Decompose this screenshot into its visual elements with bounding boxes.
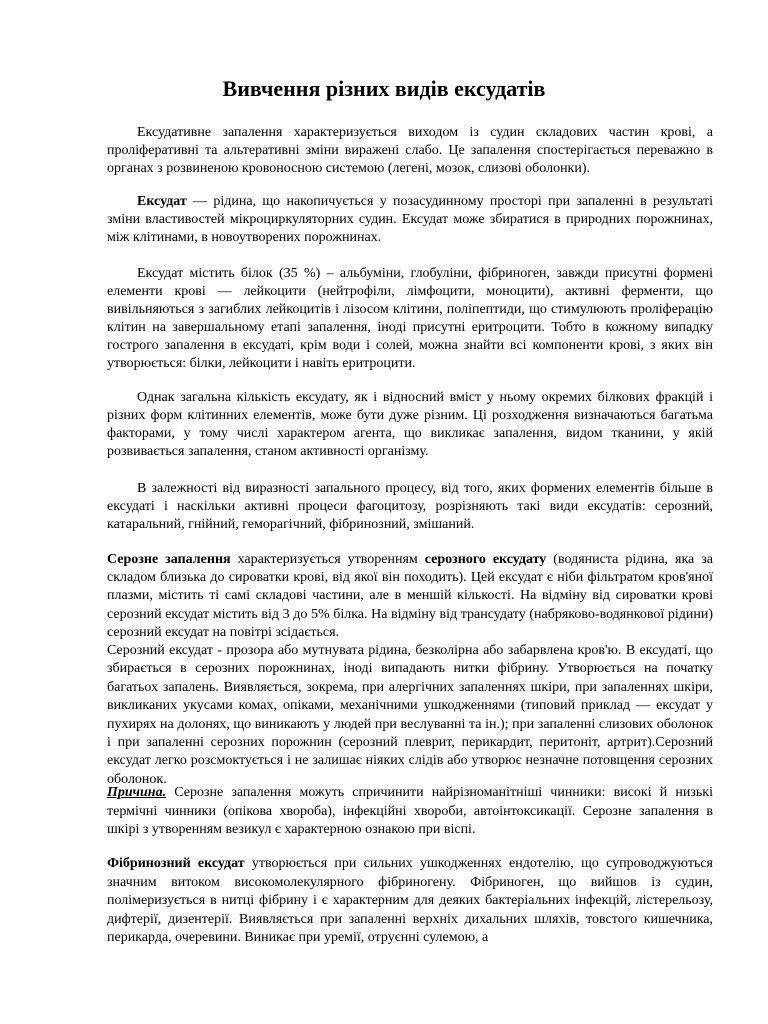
paragraph-exudate-definition — [107, 193, 713, 247]
term-serous-exudate: серозного ексудату — [424, 552, 547, 567]
term-cause — [107, 785, 166, 800]
paragraph-fibrinous-text: утворюється при сильних ушкодженнях ендотелію, що супроводжуються значним витоком високомолекулярного фібриногену. Фібриноген, що вийшов із судин, полімеризується в нитці фібрину і є характерним для деяких бактеріальних інфекцій, лістерельозу, дифтерії, дизентерії. Виявляється при запаленні верхніх дихальних шляхів, товстого кишечника, перикарда, очеревини. Виникає при уремії, отруєнні сулемою, а — [107, 856, 713, 945]
paragraph-serous-text-b: (водяниста рідина, яка за складом близька до сироватки крові, від якої він походить). Цей ексудат є ніби фільтратом кров'яної плазми, містить ті самі складові частини, але в меншій кількості. На відміну від сироватки крові серозний ексудат містить від 3 до 5% білка. На відміну від трансудату (набряково-водянкової рідини) серозний ексудат на повітрі зсідається. — [107, 552, 713, 640]
term-fibrinous-exudate: Фібринозний ексудат — [107, 856, 245, 871]
term-exudate: Ексудат — [137, 194, 187, 209]
term-serous-inflammation: Серозне запалення — [107, 552, 231, 567]
paragraph-cause-text: Серозне запалення можуть спричинити найрізноманітніші чинники: високі й низькі термічні чинники (опікова хвороба), інфекційні хвороби, автоінтоксикації. Серозне запалення в шкірі з утворенням везикул є характерною ознакою при віспі. — [107, 785, 713, 837]
page-title: Вивчення різних видів ексудатів — [222, 76, 546, 101]
paragraph-intro: Ексудативне запалення характеризується виходом із судин складових частин крові, а проліферативні та альтеративні зміни виражені слабо. Це запалення спостерігається переважно в органах з розвиненою кровоносною системою (легені, мозок, слизові оболонки). — [107, 125, 713, 176]
paragraph-serous-inflammation — [107, 551, 713, 642]
paragraph-fibrinous-exudate — [107, 855, 713, 948]
paragraph-exudate-definition-text: — рідина, що накопичується у позасудинному просторі при запаленні в результаті зміни властивостей мікроциркуляторних судин. Ексудат може збиратися в природних порожнинах, між клітинами, в новоутворених порожнинах. — [107, 194, 713, 245]
term-cause-text: Причина. — [107, 785, 167, 800]
paragraph-serous-text-a: характеризується утворенням — [230, 552, 425, 567]
paragraph-exudate-variability: Однак загальна кількість ексудату, як і відносний вміст у ньому окремих білкових фракцій і різних форм клітинних елементів, може бути дуже різним. Ці розходження визначаються багатьма факторами, у тому числі характером агента, що викликає запалення, видом тканини, у якій розвивається запалення, станом активності організму. — [107, 390, 713, 459]
paragraph-exudate-composition: Ексудат містить білок (35 %) – альбуміни, глобуліни, фібриноген, завжди присутні формені елементи крові — лейкоцити (нейтрофіли, лімфоцити, моноцити), активні ферменти, що вивільняються з загиблих лейкоцитів і лізосом клітини, поліпептиди, що стимулюють проліферацію клітин на завершальному етапі запалення, іноді присутні еритроцити. Тобто в кожному випадку гострого запалення в ексудаті, крім води і солей, можна знайти всі компоненти крові, з яких він утворюється: білки, лейкоцити і навіть еритроцити. — [107, 266, 713, 371]
paragraph-serous-exudate-description: Серозний ексудат - прозора або мутнувата рідина, безколірна або забарвлена кров'ю. В ексудаті, що збирається в серозних порожнинах, іноді випадають нитки фібрину. Утворюється на початку багатьох запалень. Виявляється, зокрема, при алергічних запаленнях шкіри, при запаленнях шкіри, викликаних укусами комах, опіками, механічними ушкодженнями (типовий приклад — ексудат у пухирях на долонях, що виникають у людей при веслуванні та ін.); при запаленні слизових оболонок і при запаленні серозних порожнин (серозний плеврит, перикардит, перитоніт, артрит).Серозний ексудат легко розсмоктується і не залишає ніяких слідів або утворює незначне потовщення серозних оболонок. — [107, 643, 713, 787]
paragraph-cause — [107, 784, 713, 840]
paragraph-exudate-types: В залежності від виразності запального процесу, від того, яких формених елементів більше в ексудаті і наскільки активні процеси фагоцитозу, розрізняють такі види ексудатів: серозний, катаральний, гнійний, геморагічний, фібринозний, змішаний. — [107, 481, 713, 532]
